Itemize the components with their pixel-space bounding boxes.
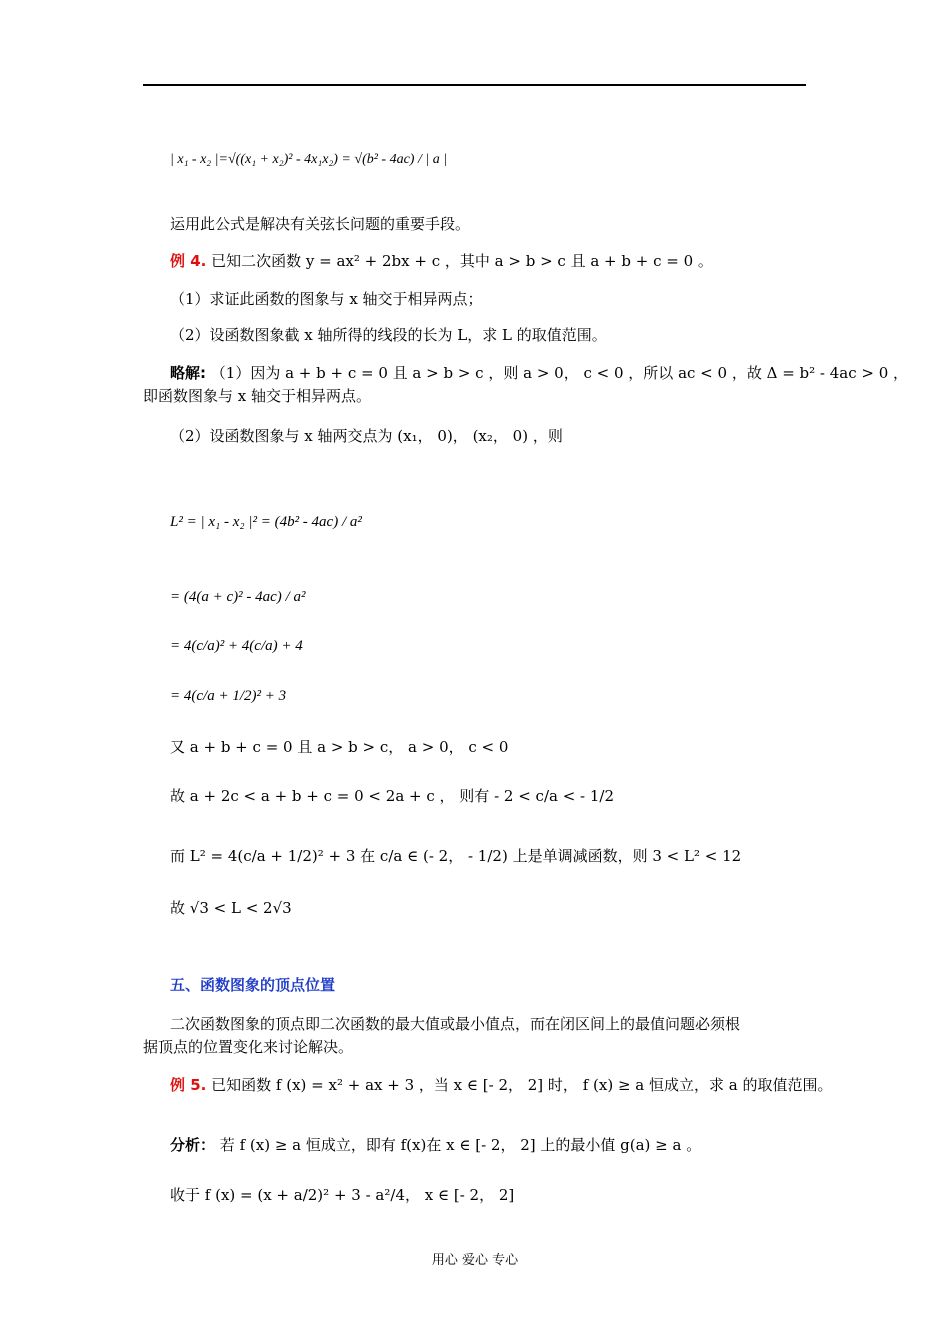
solution-line-2: 即函数图象与 x 轴交于相异两点。 — [143, 387, 371, 405]
paragraph: 二次函数图象的顶点即二次函数的最大值或最小值点，而在闭区间上的最值问题必须根 — [170, 1015, 741, 1033]
header-rule — [143, 84, 806, 86]
equation: = 4(c/a)² + 4(c/a) + 4 — [170, 638, 303, 654]
equation: = 4(c/a + 1/2)² + 3 — [170, 688, 287, 704]
example-label: 例 5. — [170, 1076, 207, 1094]
equation: 又 a + b + c = 0 且 a > b > c， a > 0， c < 0 — [170, 738, 509, 756]
example-text: 已知函数 f (x) = x² + ax + 3 ，当 x ∈ [- 2， 2] 时， f (x) ≥ a 恒成立，求 a 的取值范围。 — [211, 1076, 833, 1094]
equation: L² = | x₁ - x₂ |² = (4b² - 4ac) / a² — [170, 514, 362, 530]
chord-length-formula: | x₁ - x₂ |=√((x₁ + x₂)² - 4x₁x₂) = √(b² - 4ac) / | a | — [170, 152, 448, 167]
example-label: 例 4. — [170, 252, 207, 270]
equation: 收于 f (x) = (x + a/2)² + 3 - a²/4， x ∈ [- 2， 2] — [170, 1186, 515, 1204]
equation: = (4(a + c)² - 4ac) / a² — [170, 589, 306, 605]
example-4-statement — [170, 251, 713, 271]
solution-label: 略解: — [170, 364, 206, 382]
page-footer: 用心 爱心 专心 — [431, 1253, 519, 1268]
solution-text: （1）因为 a + b + c = 0 且 a > b > c ，则 a > 0， c < 0 ，所以 ac < 0 ，故 Δ = b² - 4ac > 0 ， — [210, 364, 909, 382]
paragraph: 运用此公式是解决有关弦长问题的重要手段。 — [170, 215, 471, 233]
equation: 故 √3 < L < 2√3 — [170, 899, 292, 917]
solution-line-1 — [170, 363, 908, 383]
question-1: （1）求证此函数的图象与 x 轴交于相异两点； — [170, 290, 483, 308]
example-text: 已知二次函数 y = ax² + 2bx + c ，其中 a > b > c 且 a + b + c = 0 。 — [211, 252, 713, 270]
paragraph: 据顶点的位置变化来讨论解决。 — [143, 1038, 354, 1056]
example-5-statement — [170, 1075, 832, 1095]
equation: 而 L² = 4(c/a + 1/2)² + 3 在 c/a ∈ (- 2， - 1/2) 上是单调减函数，则 3 < L² < 12 — [170, 847, 742, 865]
analysis-line — [170, 1135, 701, 1155]
equation: 故 a + 2c < a + b + c = 0 < 2a + c ， 则有 - 2 < c/a < - 1/2 — [170, 787, 615, 805]
solution-line-3: （2）设函数图象与 x 轴两交点为 (x₁， 0)， (x₂， 0) ，则 — [170, 427, 563, 445]
section-heading: 五、函数图象的顶点位置 — [170, 976, 336, 994]
analysis-text: 若 f (x) ≥ a 恒成立，即有 f(x)在 x ∈ [- 2， 2] 上的最小值 g(a) ≥ a 。 — [219, 1136, 702, 1154]
analysis-label: 分析： — [170, 1136, 216, 1154]
question-2: （2）设函数图象截 x 轴所得的线段的长为 L，求 L 的取值范围。 — [170, 326, 607, 344]
